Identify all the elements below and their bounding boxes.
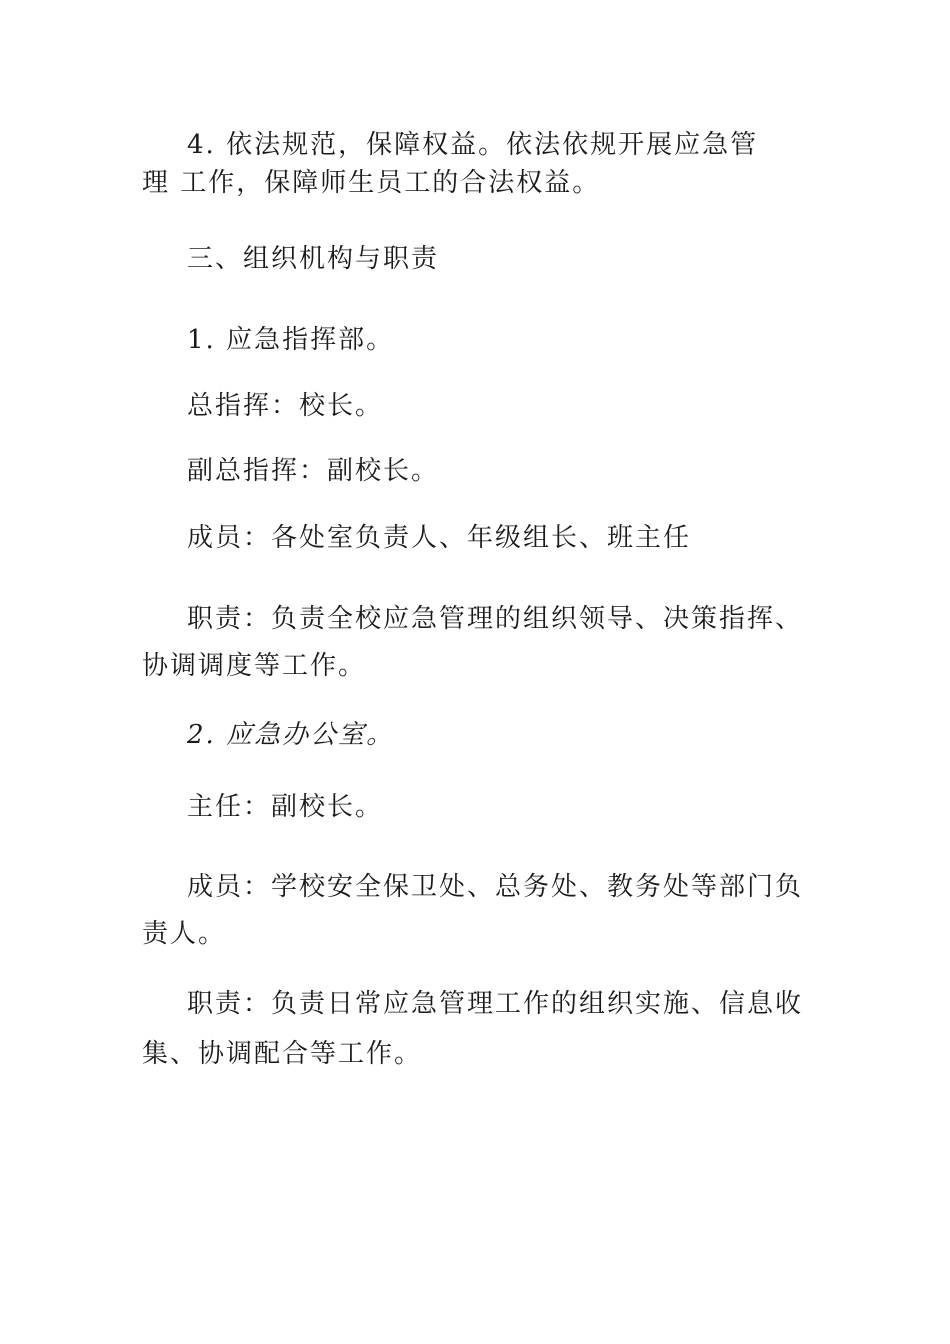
item-1-title: 1. 应急指挥部。 <box>187 325 395 355</box>
item-2-members-line-2: 责人。 <box>142 919 227 949</box>
item-1-commander: 总指挥：校长。 <box>187 391 384 421</box>
item-2-duty-line-1: 职责：负责日常应急管理工作的组织实施、信息收 <box>187 989 804 1019</box>
item-1-members: 成员：各处室负责人、年级组长、班主任 <box>187 523 692 553</box>
item-1-duty-line-2: 协调调度等工作。 <box>142 651 367 681</box>
item-1-duty-line-1: 职责：负责全校应急管理的组织领导、决策指挥、 <box>187 604 804 634</box>
item-2-duty-line-2: 集、协调配合等工作。 <box>142 1039 423 1069</box>
item-2-members-line-1: 成员：学校安全保卫处、总务处、教务处等部门负 <box>187 872 804 902</box>
item-2-director: 主任：副校长。 <box>187 792 384 822</box>
section-3-heading: 三、组织机构与职责 <box>187 244 440 274</box>
item-1-deputy: 副总指挥：副校长。 <box>187 456 440 486</box>
principle-4-line-2: 理 工作，保障师生员工的合法权益。 <box>142 168 601 198</box>
item-2-title: 2. 应急办公室。 <box>187 720 395 750</box>
principle-4-line-1: 4. 依法规范，保障权益。依法依规开展应急管 <box>187 130 759 160</box>
